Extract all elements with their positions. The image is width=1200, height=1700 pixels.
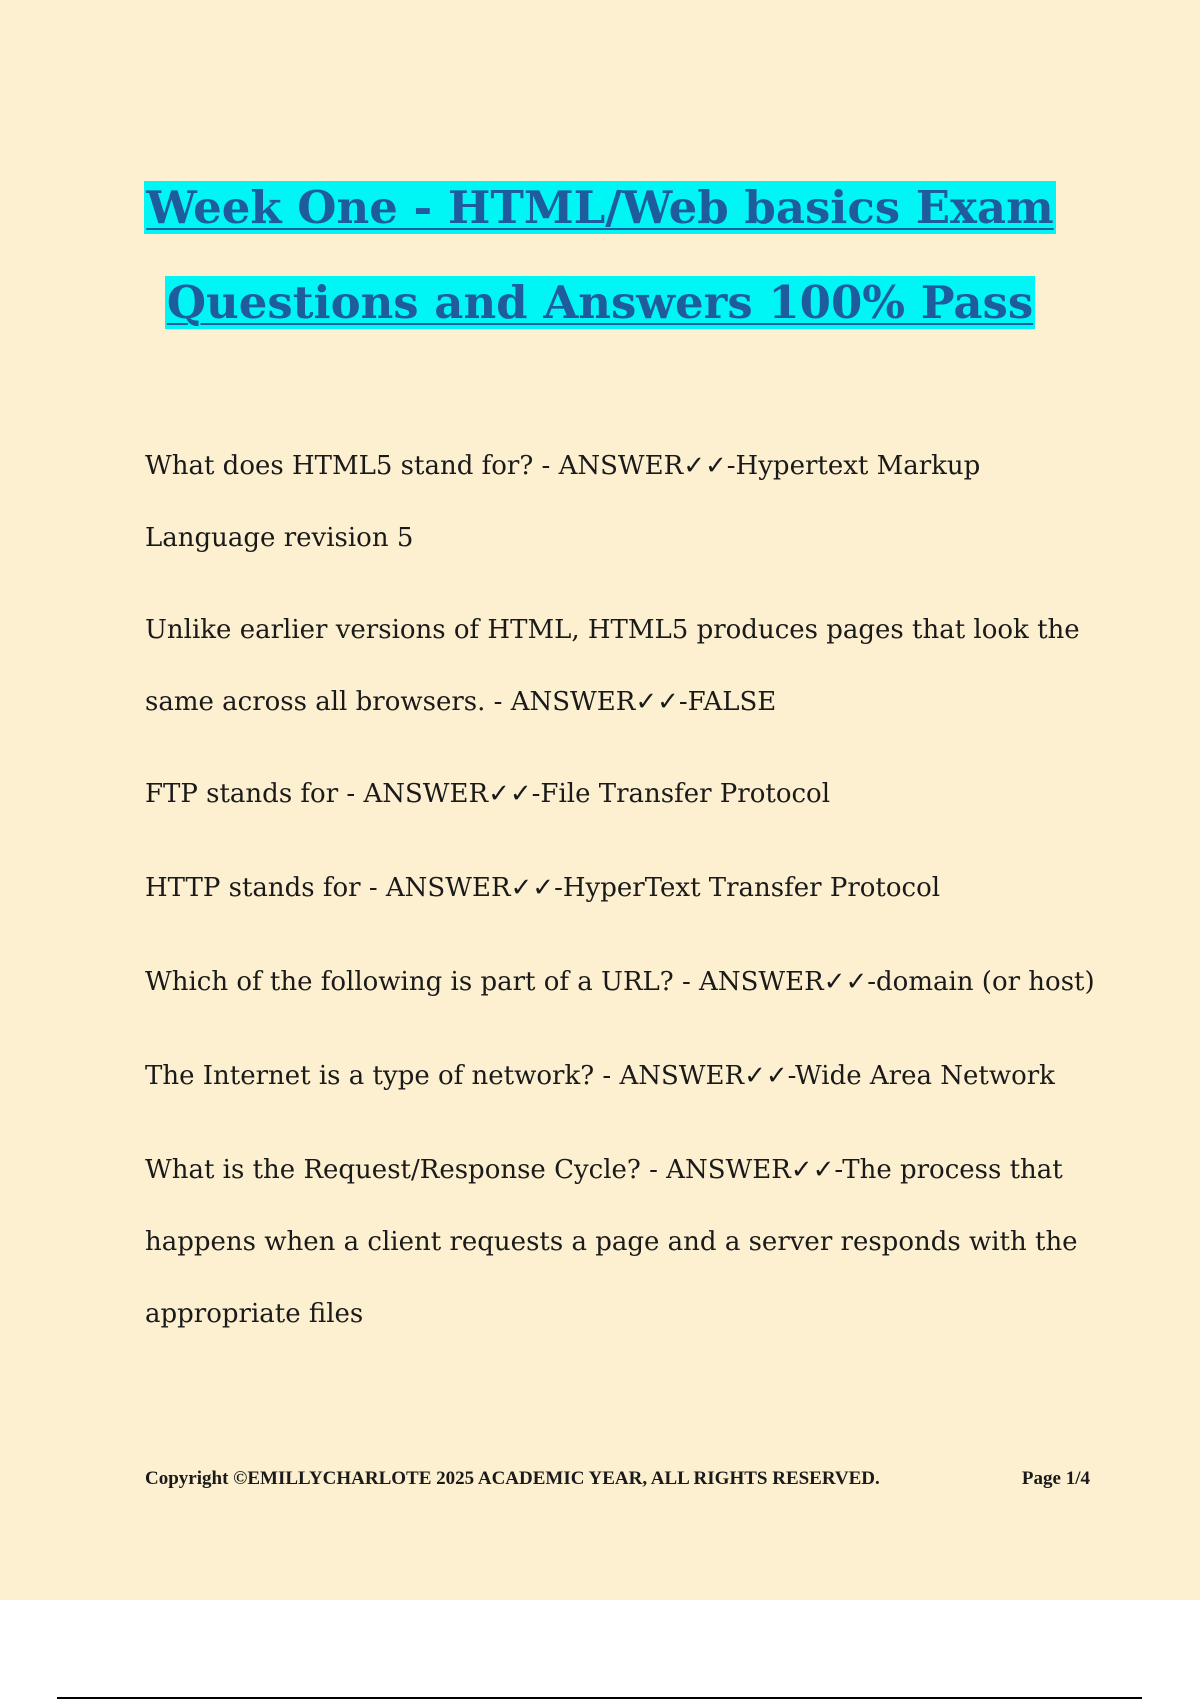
qa-item-3: FTP stands for - ANSWER✓✓-File Transfer Protocol xyxy=(145,779,831,809)
qa-item-6: The Internet is a type of network? - ANSWER✓✓-Wide Area Network xyxy=(145,1061,1055,1091)
page-title xyxy=(0,160,1200,350)
qa-item-7: What is the Request/Response Cycle? - ANSWER✓✓-The process that happens when a client requests a page and a server responds with the appropriate files xyxy=(145,1155,1078,1329)
title-line-1: Week One - HTML/Web basics Exam xyxy=(146,181,1054,234)
qa-item-4: HTTP stands for - ANSWER✓✓-HyperText Transfer Protocol xyxy=(145,873,941,903)
qa-item-2: Unlike earlier versions of HTML, HTML5 produces pages that look the same across all browsers. - ANSWER✓✓-FALSE xyxy=(145,615,1080,717)
qa-list xyxy=(145,430,1095,1370)
bottom-divider xyxy=(57,1697,1142,1699)
qa-item-1: What does HTML5 stand for? - ANSWER✓✓-Hypertext Markup Language revision 5 xyxy=(145,451,981,553)
title-line-2: Questions and Answers 100% Pass xyxy=(166,276,1034,329)
page-number: Page 1/4 xyxy=(1021,1468,1090,1489)
copyright-text: Copyright ©EMILLYCHARLOTE 2025 ACADEMIC YEAR, ALL RIGHTS RESERVED. xyxy=(145,1468,880,1489)
qa-item-5: Which of the following is part of a URL? - ANSWER✓✓-domain (or host) xyxy=(145,967,1095,997)
